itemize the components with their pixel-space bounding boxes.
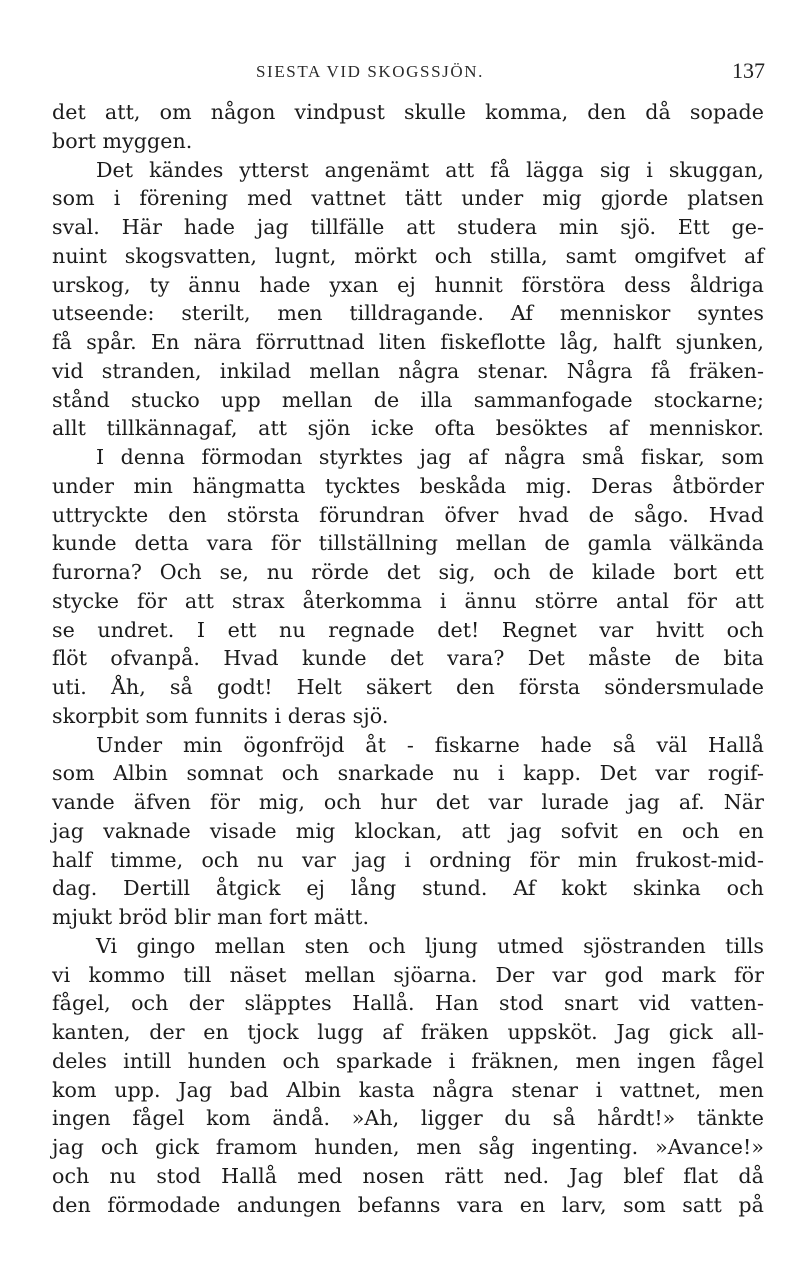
text-line: nuint skogsvatten, lugnt, mörkt och stilla, samt omgifvet af xyxy=(52,243,764,268)
text-line: kom upp. Jag bad Albin kasta några stenar i vattnet, men xyxy=(52,1077,764,1102)
text-line: det att, om någon vindpust skulle komma, den då sopade xyxy=(52,100,764,124)
text-line: vi kommo till näset mellan sjöarna. Der var god mark för xyxy=(52,962,764,987)
text-line: mjukt bröd blir man fort mätt. xyxy=(52,905,370,929)
text-line: stycke för att strax återkomma i ännu större antal för att xyxy=(52,588,764,613)
text-line: bort myggen. xyxy=(52,128,193,153)
text-line: urskog, ty ännu hade yxan ej hunnit förstöra dess åldriga xyxy=(52,272,764,297)
text-line: flöt ofvanpå. Hvad kunde det vara? Det måste de bita xyxy=(52,646,764,671)
text-line: half timme, och nu var jag i ordning för min frukost-mid- xyxy=(52,847,764,872)
text-line: furorna? Och se, nu rörde det sig, och de kilade bort ett xyxy=(52,560,764,584)
text-line: vid stranden, inkilad mellan några stenar. Några få fräken- xyxy=(52,358,764,383)
text-line: skorpbit som funnits i deras sjö. xyxy=(52,703,389,728)
text-line: ingen fågel kom ändå. »Ah, ligger du så hårdt!» tänkte xyxy=(52,1106,764,1131)
paragraph-start-line: Under min ögonfröjd åt - fiskarne hade så väl Hallå xyxy=(96,732,764,757)
page-number: 137 xyxy=(732,58,765,83)
text-line: stånd stucko upp mellan de illa sammanfogade stockarne; xyxy=(52,387,764,412)
text-line: uti. Åh, så godt! Helt säkert den första söndersmulade xyxy=(52,675,764,699)
text-line: se undret. I ett nu regnade det! Regnet var hvitt och xyxy=(52,617,764,642)
text-line: fågel, och der släpptes Hallå. Han stod snart vid vatten- xyxy=(52,991,764,1016)
paragraph-start-line: I denna förmodan styrktes jag af några små fiskar, som xyxy=(96,445,764,469)
text-line: allt tillkännagaf, att sjön icke ofta besöktes af menniskor. xyxy=(52,416,764,441)
text-line: sval. Här hade jag tillfälle att studera min sjö. Ett ge- xyxy=(52,215,764,239)
text-line: dag. Dertill åtgick ej lång stund. Af kokt skinka och xyxy=(52,876,764,901)
text-line: kanten, der en tjock lugg af fräken uppsköt. Jag gick all- xyxy=(52,1020,764,1044)
text-line: den förmodade andungen befanns vara en larv, som satt på xyxy=(52,1192,764,1217)
text-line: som i förening med vattnet tätt under mig gjorde platsen xyxy=(52,186,764,211)
text-line: utseende: sterilt, men tilldragande. Af menniskor syntes xyxy=(52,301,764,326)
text-line: uttryckte den största förundran öfver hvad de sågo. Hvad xyxy=(52,502,764,527)
running-title: SIESTA VID SKOGSSJÖN. xyxy=(256,62,484,81)
text-line: jag vaknade visade mig klockan, att jag sofvit en och en xyxy=(52,818,764,843)
text-line: jag och gick framom hunden, men såg ingenting. »Avance!» xyxy=(52,1135,764,1159)
paragraph-start-line: Vi gingo mellan sten och ljung utmed sjöstranden tills xyxy=(96,933,764,958)
text-line: som Albin somnat och snarkade nu i kapp. Det var rogif- xyxy=(52,761,764,786)
text-line: få spår. En nära förruttnad liten fiskeflotte låg, halft sjunken, xyxy=(52,330,764,354)
text-line: under min hängmatta tycktes beskåda mig. Deras åtbörder xyxy=(52,473,764,498)
text-line: deles intill hunden och sparkade i fräknen, men ingen fågel xyxy=(52,1048,764,1073)
text-line: vande äfven för mig, och hur det var lurade jag af. När xyxy=(52,790,764,814)
text-line: och nu stod Hallå med nosen rätt ned. Jag blef flat då xyxy=(52,1163,764,1188)
text-line: kunde detta vara för tillställning mellan de gamla välkända xyxy=(52,531,764,556)
paragraph-start-line: Det kändes ytterst angenämt att få lägga sig i skuggan, xyxy=(96,157,764,182)
page-header xyxy=(240,58,765,88)
body-text xyxy=(52,98,764,1219)
